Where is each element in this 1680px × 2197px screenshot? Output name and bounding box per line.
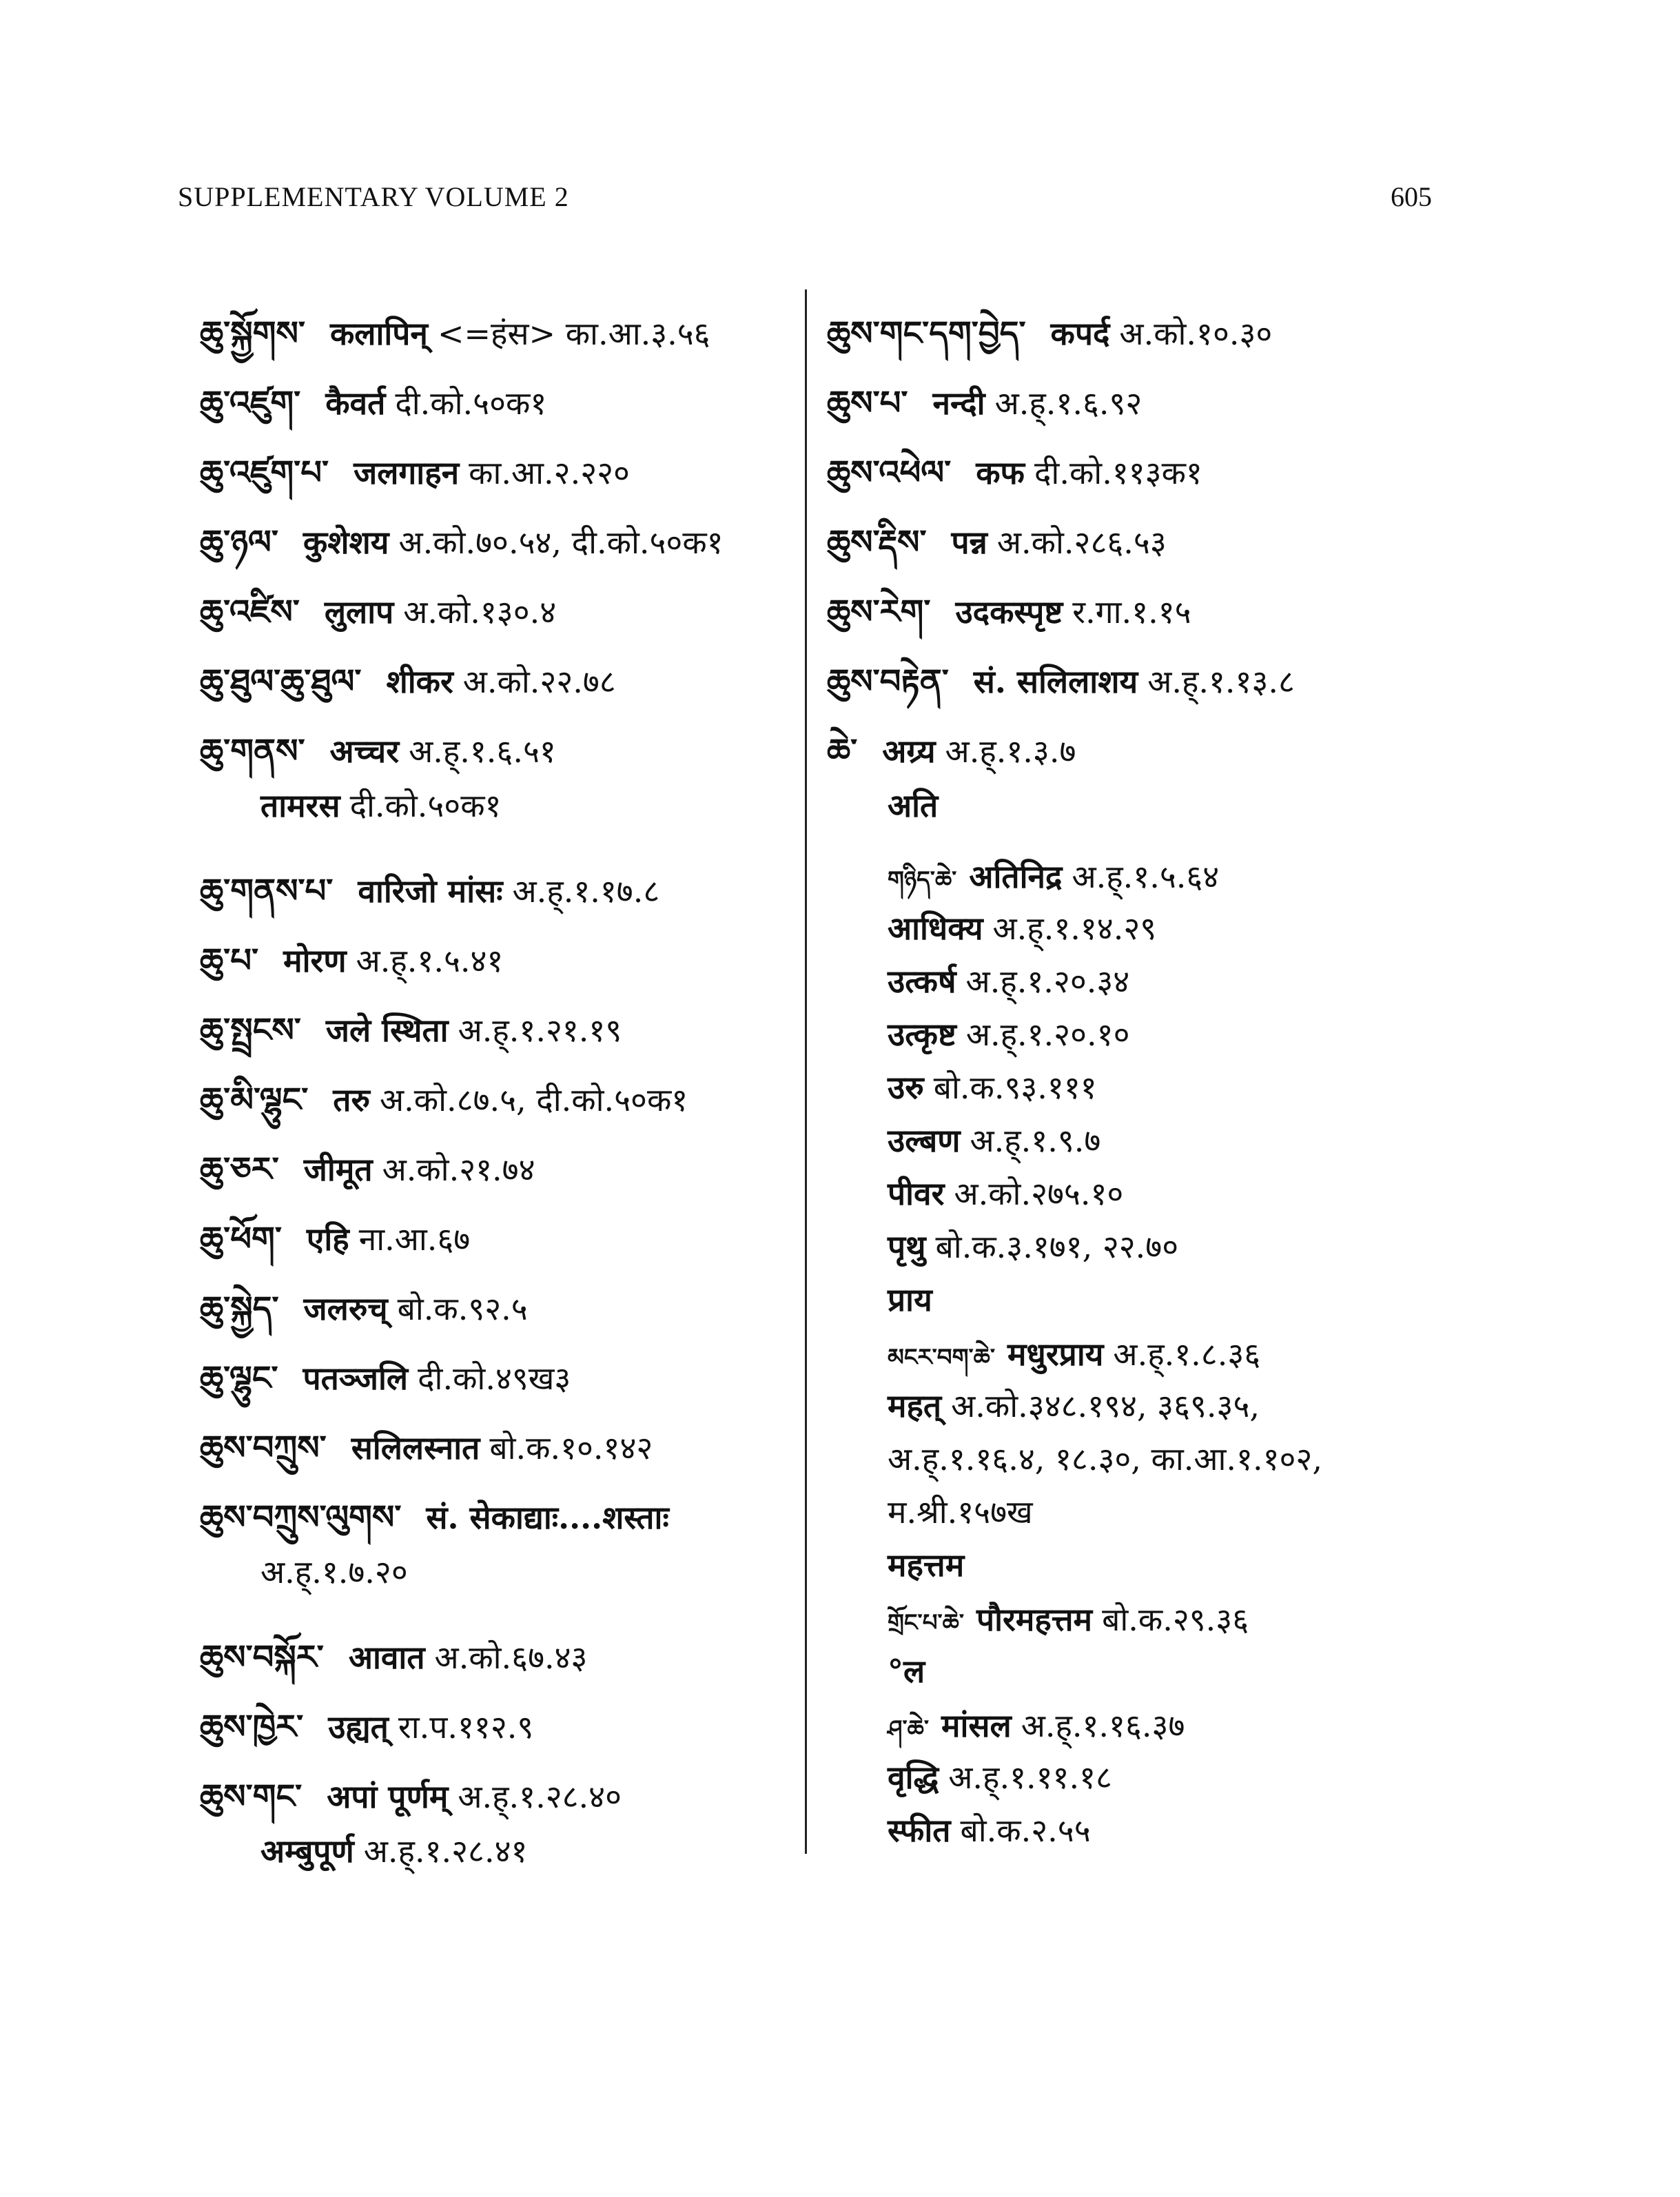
sanskrit-equivalent: सं. सलिलाशय [973, 663, 1138, 700]
dictionary-entry [827, 1596, 1447, 1649]
sanskrit-equivalent: लुलाप [324, 593, 394, 631]
sanskrit-equivalent: कलापिन् [329, 315, 428, 352]
dictionary-entry [200, 1620, 786, 1690]
source-reference: अ.ह्.१.९.७ [970, 1122, 1101, 1159]
source-reference: अ.को.२२.७८ [462, 663, 616, 700]
sanskrit-equivalent: कुशेशय [303, 524, 389, 561]
sanskrit-equivalent: पौरमहत्तम [976, 1601, 1093, 1638]
source-reference: दी.को.११३क१ [1034, 454, 1202, 491]
tibetan-headword: ཆུས་རྡིས་ [827, 523, 927, 562]
source-reference: अ.ह्.१.६.९२ [994, 385, 1143, 422]
sanskrit-equivalent: अति [888, 787, 939, 824]
tibetan-headword: ཆུ་གནས་ [200, 732, 305, 770]
tibetan-headword: ཆུ་སྤྲངས་ [200, 1011, 301, 1050]
sanskrit-equivalent: एहि [306, 1220, 349, 1258]
dictionary-entry [827, 644, 1447, 714]
dictionary-entry [827, 906, 1447, 959]
tibetan-headword: ཆུས་བཀྲུས་ [200, 1429, 327, 1467]
sanskrit-equivalent: उत्कृष्ट [888, 1016, 956, 1053]
sanskrit-equivalent: जलरुच् [303, 1290, 388, 1327]
sanskrit-equivalent: उरु [888, 1069, 924, 1106]
dictionary-entry [200, 1341, 786, 1411]
sanskrit-equivalent: मांसल [941, 1707, 1012, 1744]
dictionary-entry [200, 1829, 786, 1899]
sanskrit-equivalent: कैवर्त [325, 385, 386, 422]
sanskrit-equivalent: महत् [888, 1387, 942, 1424]
sanskrit-equivalent: अपां पूर्णम् [327, 1778, 449, 1815]
source-reference: अ.ह्.१.५.४१ [356, 942, 504, 979]
dictionary-entry [827, 959, 1447, 1012]
tibetan-headword: ཆུ་ལྷུང་ [200, 1359, 278, 1398]
dictionary-entry [827, 1543, 1447, 1596]
tibetan-headword: མངར་བག་ཆེ་ [888, 1344, 996, 1371]
sanskrit-equivalent: आवात [348, 1639, 425, 1676]
sanskrit-equivalent: उत्कर्ष [888, 963, 956, 1000]
sanskrit-equivalent: स्फीत [888, 1812, 951, 1849]
source-reference: अ.को.८७.५, दी.को.५०क१ [380, 1081, 688, 1118]
source-reference: बो.क.९३.१११ [933, 1069, 1097, 1106]
source-reference: अ.ह्.१.३.७ [945, 733, 1076, 770]
sanskrit-equivalent: °ल [888, 1653, 925, 1690]
source-reference: बो.क.२.५५ [960, 1812, 1091, 1849]
dictionary-entry [827, 296, 1447, 366]
sanskrit-equivalent: तामरस [260, 787, 340, 824]
dictionary-entry [827, 1278, 1447, 1331]
sanskrit-equivalent: अग्र्य [882, 733, 936, 770]
dictionary-entry [200, 1202, 786, 1271]
tibetan-headword: གྲོང་པ་ཆེ་ [888, 1609, 964, 1637]
sanskrit-equivalent: नन्दी [932, 385, 985, 422]
left-column [200, 296, 786, 1899]
sanskrit-equivalent: पीवर [888, 1175, 945, 1212]
dictionary-entry [827, 1331, 1447, 1384]
running-title: SUPPLEMENTARY VOLUME 2 [178, 181, 569, 212]
source-reference: अ.ह्.१.६.५१ [409, 733, 556, 770]
source-reference: अ.ह्.१.१६.३७ [1021, 1707, 1185, 1744]
tibetan-headword: ཆུ་གནས་པ་ [200, 872, 334, 910]
dictionary-entry [200, 296, 786, 366]
source-reference: अ.ह्.१.२८.४० [458, 1778, 622, 1815]
source-reference: बो.क.३.१७१, २२.७० [935, 1228, 1179, 1265]
source-reference: रा.प.११२.९ [398, 1708, 534, 1746]
sanskrit-equivalent: अम्बुपूर्ण [260, 1832, 354, 1870]
sanskrit-equivalent: पतञ्जलि [303, 1360, 409, 1397]
source-reference: अ.ह्.१.११.१८ [948, 1759, 1112, 1796]
source-reference: अ.ह्.१.५.६४ [1072, 858, 1220, 895]
sanskrit-equivalent: मधुरप्राय [1007, 1336, 1104, 1373]
source-reference: दी.को.४९ख३ [418, 1360, 571, 1397]
source-reference: दी.को.५०क१ [349, 787, 502, 824]
sanskrit-equivalent: महत्तम [888, 1546, 965, 1584]
dictionary-entry [827, 1118, 1447, 1172]
sanskrit-equivalent: वारिजो मांसः [358, 872, 503, 910]
dictionary-entry [200, 714, 786, 784]
tibetan-headword: ཆུས་འཕེལ་ [827, 453, 952, 492]
source-reference: अ.ह्.१.७.२० [260, 1553, 408, 1591]
source-reference: अ.को.२८६.५३ [996, 524, 1167, 561]
sanskrit-equivalent: उह्यत् [328, 1708, 389, 1746]
sanskrit-equivalent: आधिक्य [888, 910, 983, 947]
right-column [827, 296, 1447, 1861]
dictionary-entry [200, 1759, 786, 1829]
tibetan-headword: ཆུས་གང་དག་བྱེད་ [827, 314, 1026, 353]
sanskrit-equivalent: तरु [333, 1081, 371, 1118]
dictionary-entry [200, 366, 786, 436]
source-reference: अ.ह्.१.८.३६ [1113, 1336, 1261, 1373]
source-reference: म.श्री.१५७ख [888, 1493, 1033, 1531]
source-reference: अ.को.७०.५४, दी.को.५०क१ [398, 524, 724, 561]
tibetan-headword: ཆུས་གང་ [200, 1777, 303, 1816]
source-reference: <=हंस> का.आ.३.५६ [437, 315, 710, 352]
page-number: 605 [1391, 181, 1432, 212]
tibetan-headword: ཆུ་ཅར་ [200, 1150, 279, 1189]
dictionary-entry [827, 436, 1447, 505]
dictionary-entry [200, 1271, 786, 1341]
dictionary-entry [200, 1063, 786, 1132]
tibetan-headword: ཤ་ཆེ་ [888, 1715, 929, 1743]
sanskrit-equivalent: शीकर [386, 663, 453, 700]
source-reference: दी.को.५०क१ [395, 385, 547, 422]
dictionary-entry [200, 993, 786, 1063]
tibetan-headword: ཆུས་པ་ [827, 384, 908, 422]
source-reference: अ.को.२१.७४ [382, 1151, 535, 1188]
dictionary-entry [827, 505, 1447, 575]
dictionary-entry [200, 644, 786, 714]
sanskrit-equivalent: कफ [976, 454, 1025, 491]
source-reference: र.गा.१.१५ [1072, 593, 1191, 631]
sanskrit-equivalent: प्राय [888, 1281, 932, 1318]
source-reference: बो.क.१०.१४२ [489, 1429, 653, 1467]
tibetan-headword: ཆུ་སྐྱོགས་ [200, 314, 305, 353]
tibetan-headword: གཉིད་ཆེ་ [888, 866, 957, 894]
source-reference: अ.ह्.१.१३.८ [1147, 663, 1295, 700]
sanskrit-equivalent: सं. सेकाद्याः....शस्ताः [426, 1499, 669, 1536]
dictionary-entry [200, 1690, 786, 1759]
sanskrit-equivalent: उल्बण [888, 1122, 961, 1159]
sanskrit-equivalent: अच्चर [329, 733, 400, 770]
source-reference: अ.को.१३०.४ [403, 593, 557, 631]
tibetan-headword: ཆུས་བརྟེན་ [827, 662, 949, 701]
source-reference: अ.ह्.१.२०.३४ [965, 963, 1130, 1000]
tibetan-headword: ཆུ་ཐུལ་ཆུ་ཐུལ་ [200, 662, 362, 701]
sanskrit-equivalent: वृद्धि [888, 1759, 939, 1796]
source-reference: अ.ह्.१.२१.१९ [458, 1012, 622, 1049]
tibetan-headword: ཆུས་བཀྲུས་ལུགས་ [200, 1498, 402, 1537]
source-reference: अ.ह्.१.१६.४, १८.३०, का.आ.१.१०२, [888, 1440, 1322, 1478]
dictionary-entry [827, 1384, 1447, 1437]
tibetan-headword: ཆུས་བསྐོར་ [200, 1638, 324, 1677]
source-reference: बो.क.२९.३६ [1102, 1601, 1249, 1638]
tibetan-headword: ཆུ་ཕོག་ [200, 1220, 282, 1258]
tibetan-headword: ཆུ་འཛུག་པ་ [200, 453, 329, 492]
source-reference: अ.को.६७.४३ [434, 1639, 588, 1676]
sanskrit-equivalent: सलिलस्नात [351, 1429, 480, 1467]
source-reference: अ.को.३४८.१९४, ३६९.३५, [951, 1387, 1260, 1424]
source-reference: बो.क.९२.५ [397, 1290, 528, 1327]
sanskrit-equivalent: पृथु [888, 1228, 926, 1265]
dictionary-entry [827, 1755, 1447, 1808]
tibetan-headword: ཆུ་མི་ལྷུང་ [200, 1081, 309, 1119]
page-header [178, 181, 1432, 222]
tibetan-headword: ཆུས་ཁྱེར་ [200, 1708, 304, 1746]
dictionary-entry [200, 575, 786, 644]
dictionary-entry [827, 1437, 1447, 1490]
dictionary-entry [827, 853, 1447, 906]
source-reference: अ.को.२७५.१० [954, 1175, 1124, 1212]
dictionary-entry [827, 784, 1447, 853]
dictionary-entry [200, 784, 786, 854]
dictionary-entry [827, 1065, 1447, 1118]
sanskrit-equivalent: जले स्थिता [325, 1012, 449, 1049]
sanskrit-equivalent: मोरण [283, 942, 347, 979]
tibetan-headword: ཆུ་པ་ [200, 941, 259, 980]
dictionary-entry [200, 1550, 786, 1620]
source-reference: अ.को.१०.३० [1119, 315, 1273, 352]
source-reference: ना.आ.६७ [358, 1220, 471, 1258]
tibetan-headword: ཆུ་སྐྱེད་ [200, 1289, 279, 1328]
dictionary-entry [827, 1649, 1447, 1702]
tibetan-headword: ཆུ་འཛིས་ [200, 593, 300, 631]
tibetan-headword: ཆུ་འཛུག་ [200, 384, 301, 422]
tibetan-headword: ཆེ་ [827, 732, 858, 770]
source-reference: अ.ह्.१.१४.२९ [992, 910, 1157, 947]
source-reference: अ.ह्.१.१७.८ [512, 872, 660, 910]
sanskrit-equivalent: जलगाहन [354, 454, 460, 491]
sanskrit-equivalent: कपर्द [1050, 315, 1110, 352]
dictionary-entry [827, 1808, 1447, 1861]
dictionary-entry [827, 1012, 1447, 1065]
sanskrit-equivalent: जीमूत [303, 1151, 373, 1188]
dictionary-entry [827, 1702, 1447, 1755]
sanskrit-equivalent: अतिनिद्र [969, 858, 1063, 895]
sanskrit-equivalent: पन्न [951, 524, 987, 561]
sanskrit-equivalent: उदकस्पृष्ट [955, 593, 1063, 631]
dictionary-entry [200, 436, 786, 505]
dictionary-entry [200, 1411, 786, 1480]
source-reference: अ.ह्.१.२८.४१ [363, 1832, 528, 1870]
column-divider [805, 289, 807, 1854]
source-reference: का.आ.२.२२० [469, 454, 630, 491]
dictionary-entry [200, 854, 786, 923]
dictionary-entry [827, 1225, 1447, 1278]
dictionary-entry [200, 1480, 786, 1550]
tibetan-headword: ཆུས་རེག་ [827, 593, 931, 631]
dictionary-entry [827, 575, 1447, 644]
dictionary-entry [827, 1172, 1447, 1225]
tibetan-headword: ཆུ་ཉལ་ [200, 523, 278, 562]
dictionary-entry [827, 1490, 1447, 1543]
source-reference: अ.ह्.१.२०.१० [965, 1016, 1130, 1053]
